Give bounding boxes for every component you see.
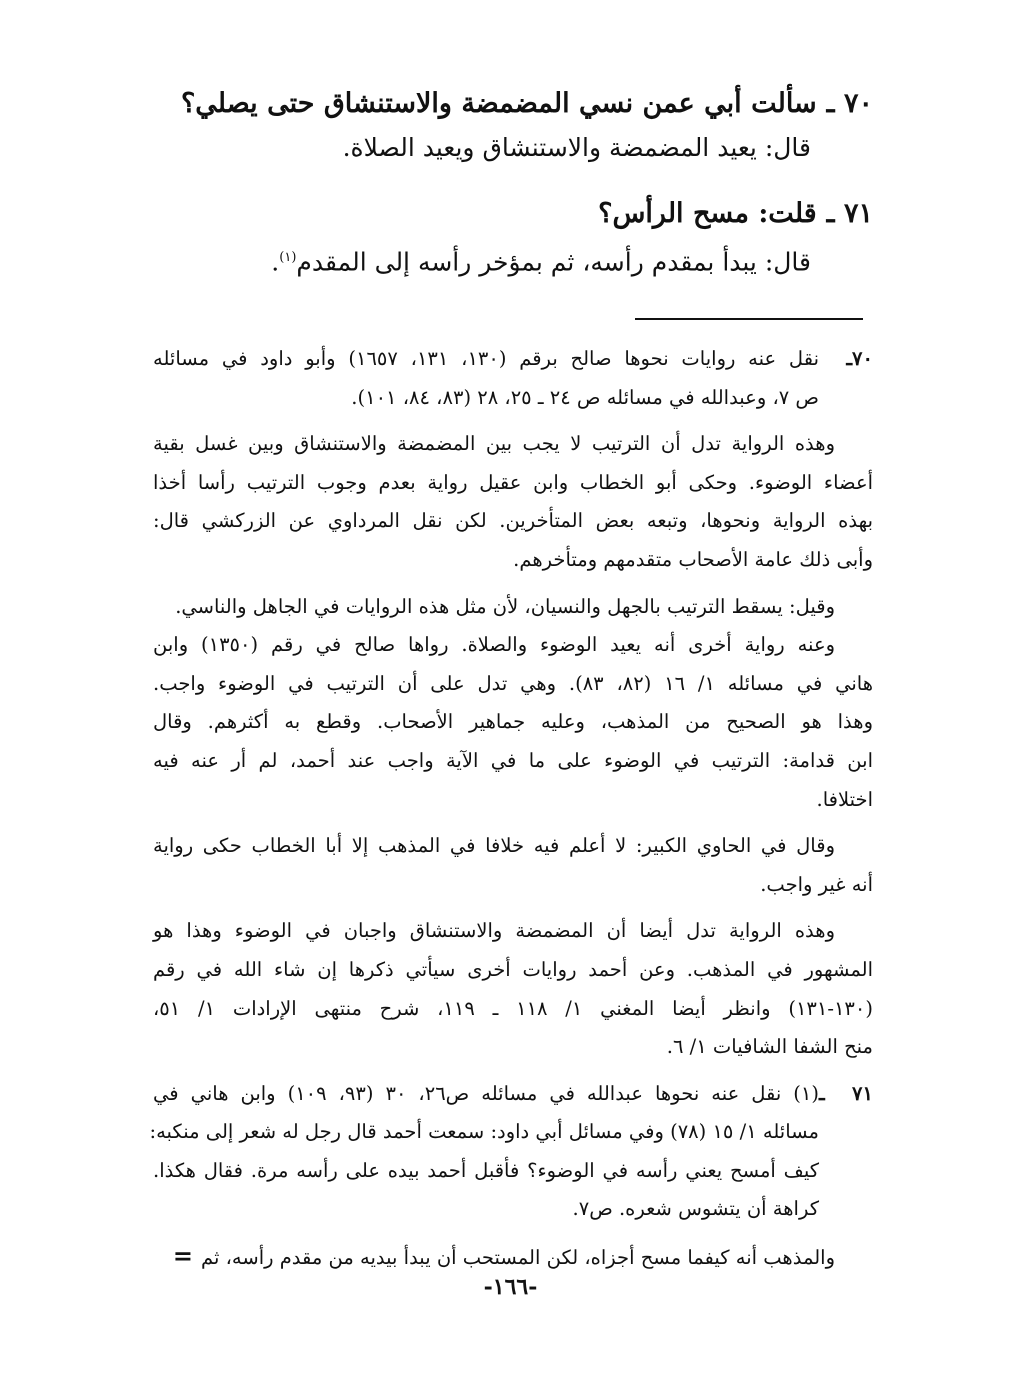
footnote-line: وقال في الحاوي الكبير: لا أعلم فيه خلافا في المذهب إلا أبا الخطاب حكى رواية (153, 834, 835, 858)
footnote-line: بهذه الرواية ونحوها، وتبعه بعض المتأخرين. لكن نقل المرداوي عن الزركشي قال: (153, 509, 873, 533)
footnote-line: كيف أمسح يعني رأسه في الوضوء؟ فأقبل أحمد بيده على رأسه مرة. فقال هكذا. (153, 1158, 819, 1182)
footnote-70-para-4 (153, 827, 873, 904)
question-text: سألت أبي عمن نسي المضمضة والاستنشاق حتى يصلي؟ (180, 88, 817, 119)
footnote-line: وهذه الرواية تدل أيضا أن المضمضة والاستنشاق واجبان في الوضوء وهذا هو (153, 919, 835, 943)
answer-text: قال: يعيد المضمضة والاستنشاق ويعيد الصلاة. (342, 133, 811, 162)
footnote-line: المشهور في المذهب. وعن أحمد روايات أخرى سيأتي ذكرها إن شاء الله في رقم (153, 957, 873, 981)
footnote-line: اختلافا. (816, 787, 873, 811)
continuation-mark: = (172, 1241, 193, 1271)
footnote-line: منح الشفا الشافيات ١/ ٦. (666, 1035, 873, 1059)
footnote-line: والمذهب أنه كيفما مسح أجزاه، لكن المستحب أن يبدأ بيديه من مقدم رأسه، ثم (201, 1246, 835, 1270)
footnotes (149, 340, 873, 1286)
footnote-line: ابن قدامة: الترتيب في الوضوء على ما في الآية واجب عند أحمد، لم أر عنه فيه (153, 748, 873, 772)
footnote-71 (149, 1075, 873, 1229)
footnote-reference: (١) (279, 250, 297, 265)
footnote-line: وعنه رواية أخرى أنه يعيد الوضوء والصلاة. رواها صالح في رقم (١٣٥٠) وابن (153, 633, 835, 657)
footnote-line: أعضاء الوضوء. وحكى أبو الخطاب وابن عقيل رواية بعدم وجوب الترتيب رأسا أخذا (153, 470, 873, 494)
question-text: قلت: مسح الرأس؟ (598, 198, 817, 229)
answer-text: قال: يبدأ بمقدم رأسه، ثم بمؤخر رأسه إلى المقدم (296, 247, 811, 277)
footnote-line: (١٣٠-١٣١) وانظر أيضا المغني ١/ ١١٨ ـ ١١٩، شرح منتهى الإرادات ١/ ٥١، (153, 996, 873, 1020)
question-number: ٧١ ـ (826, 198, 873, 229)
footnote-line: كراهة أن يتشوس شعره. ص٧. (572, 1197, 819, 1221)
footnote-71-continued (153, 1237, 873, 1278)
footnote-70-para-2 (153, 425, 873, 579)
footnote-line: وهذه الرواية تدل أن الترتيب لا يجب بين المضمضة والاستنشاق وبين غسل بقية (153, 432, 835, 456)
footnote-number: ٧٠ـ (846, 347, 873, 370)
footnote-70-para-3 (153, 588, 873, 820)
page-number: -١٦٦- (483, 1274, 538, 1300)
question-number: ٧٠ ـ (826, 88, 873, 119)
footnote-line: (١) نقل عنه نحوها عبدالله في مسائله ص٢٦، ٣٠ (٩٣، ١٠٩) وابن هاني في (153, 1081, 819, 1105)
footnote-line: مسائله ١/ ١٥ (٧٨) وفي مسائل أبي داود: سمعت أحمد قال رجل له شعر إلى منكبه: (149, 1120, 819, 1144)
footnote-number: ٧١ ـ (819, 1081, 873, 1105)
footnote-line: ص ٧، وعبدالله في مسائله ص ٢٤ ـ ٢٥، ٢٨ (٨٣، ٨٤، ١٠١). (351, 385, 819, 409)
footnote-70-para-1 (153, 340, 873, 417)
footnote-line: نقل عنه روايات نحوها صالح برقم (١٣٠، ١٣١، ١٦٥٧) وأبو داود في مسائله (153, 347, 819, 370)
footnote-separator (635, 318, 863, 320)
question-71: ٧١ ـقلت: مسح الرأس؟ قال: يبدأ بمقدم رأسه، ثم بمؤخر رأسه إلى المقدم$^{(١)}$. (153, 192, 873, 284)
footnote-line: وأبى ذلك عامة الأصحاب متقدمهم ومتأخرهم. (513, 547, 873, 571)
question-70 (153, 82, 873, 170)
footnote-line: وهذا هو الصحيح من المذهب، وعليه جماهير الأصحاب. وقطع به أكثرهم. وقال (153, 710, 873, 734)
footnote-70-para-5 (153, 912, 873, 1066)
footnote-line: وقيل: يسقط الترتيب بالجهل والنسيان، لأن مثل هذه الروايات في الجاهل والناسي. (175, 594, 835, 618)
footnote-line: هاني في مسائله ١/ ١٦ (٨٢، ٨٣). وهي تدل على أن الترتيب في الوضوء واجب. (153, 671, 873, 695)
footnote-line: أنه غير واجب. (760, 872, 873, 896)
